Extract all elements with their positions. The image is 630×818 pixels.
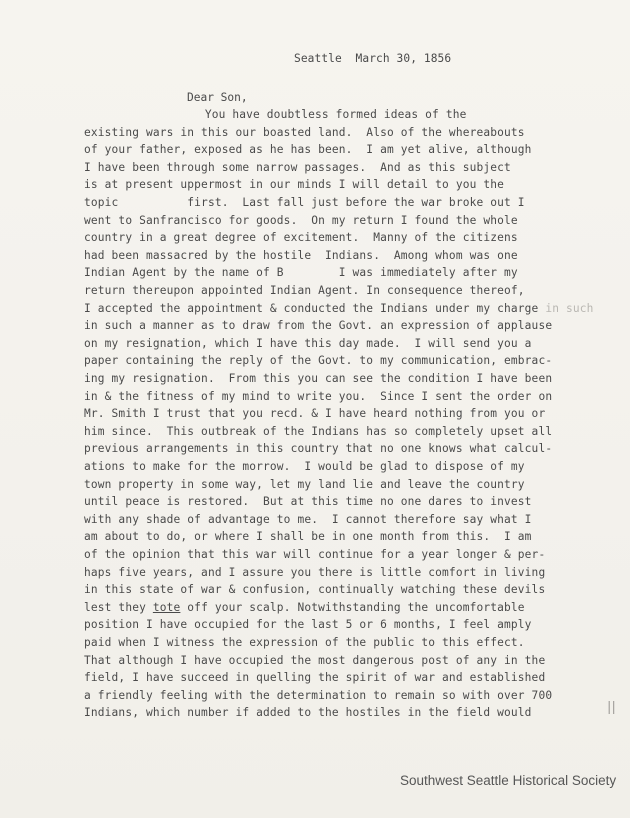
letter-line: until peace is restored. But at this time no one dares to invest xyxy=(84,495,532,509)
letter-line: am about to do, or where I shall be in one month from this. I am xyxy=(84,530,532,544)
letter-line: paper containing the reply of the Govt. to my communication, embrac- xyxy=(84,354,553,368)
letter-line: Mr. Smith I trust that you recd. & I have heard nothing from you or xyxy=(84,407,546,421)
letter-dateline: Seattle March 30, 1856 xyxy=(294,52,452,65)
letter-line: topic first. Last fall just before the war broke out I xyxy=(84,196,525,209)
letter-line: country in a great degree of excitement. Manny of the citizens xyxy=(84,231,518,245)
letter-line: previous arrangements in this country that no one knows what calcul- xyxy=(84,442,553,456)
letter-line: of the opinion that this war will continue for a year longer & per- xyxy=(84,548,546,561)
letter-line xyxy=(84,302,594,316)
underlined-word: tote xyxy=(152,600,181,614)
watermark-text: Southwest Seattle Historical Society xyxy=(400,773,617,788)
letter-line: Indian Agent by the name of B I was immediately after my xyxy=(84,266,518,280)
letter-line: of your father, exposed as he has been. I am yet alive, although xyxy=(84,143,532,157)
letter-line: That although I have occupied the most dangerous post of any in the xyxy=(84,653,546,667)
letter-line: existing wars in this our boasted land. Also of the whereabouts xyxy=(84,125,525,139)
letter-line-text: I accepted the appointment & conducted the Indians under my charge xyxy=(84,301,539,315)
letter-line: had been massacred by the hostile Indians. Among whom was one xyxy=(84,248,518,262)
margin-pencil-mark: | | xyxy=(607,700,614,715)
letter-line: ing my resignation. From this you can see the condition I have been xyxy=(84,372,553,385)
letter-line: in this state of war & confusion, continually watching these devils xyxy=(84,583,546,597)
letter-line: paid when I witness the expression of the public to this effect. xyxy=(84,636,525,649)
letter-line: I have been through some narrow passages. And as this subject xyxy=(84,160,511,174)
letter-line: on my resignation, which I have this day made. I will send you a xyxy=(84,336,532,350)
letter-line: is at present uppermost in our minds I will detail to you the xyxy=(84,178,505,192)
letter-line: in such a manner as to draw from the Govt. an expression of applause xyxy=(84,319,553,333)
letter-line: a friendly feeling with the determination to remain so with over 700 xyxy=(84,688,553,702)
letter-line: Indians, which number if added to the hostiles in the field would xyxy=(84,706,532,720)
letter-line: town property in some way, let my land lie and leave the country xyxy=(84,477,525,491)
letter-line: in & the fitness of my mind to write you. Since I sent the order on xyxy=(84,389,553,403)
letter-line: return thereupon appointed Indian Agent. In consequence thereof, xyxy=(84,284,525,297)
letter-line-text: lest they xyxy=(84,600,153,614)
letter-line: went to Sanfrancisco for goods. On my return I found the whole xyxy=(84,213,518,227)
letter-line-tail: off your scalp. Notwithstanding the uncomfortable xyxy=(180,600,525,614)
faint-overtype-text: in such xyxy=(545,301,594,315)
letter-line: position I have occupied for the last 5 or 6 months, I feel amply xyxy=(84,618,532,632)
letter-line: field, I have succeed in quelling the spirit of war and established xyxy=(84,671,546,685)
letter-line: him since. This outbreak of the Indians has so completely upset all xyxy=(84,424,553,438)
letter-line xyxy=(84,601,525,615)
letter-line: You have doubtless formed ideas of the xyxy=(74,108,467,121)
letter-line: with any shade of advantage to me. I cannot therefore say what I xyxy=(84,512,532,526)
letter-line: haps five years, and I assure you there is little comfort in living xyxy=(84,565,546,579)
letter-salutation: Dear Son, xyxy=(187,91,248,104)
letter-line: ations to make for the morrow. I would be glad to dispose of my xyxy=(84,460,525,473)
